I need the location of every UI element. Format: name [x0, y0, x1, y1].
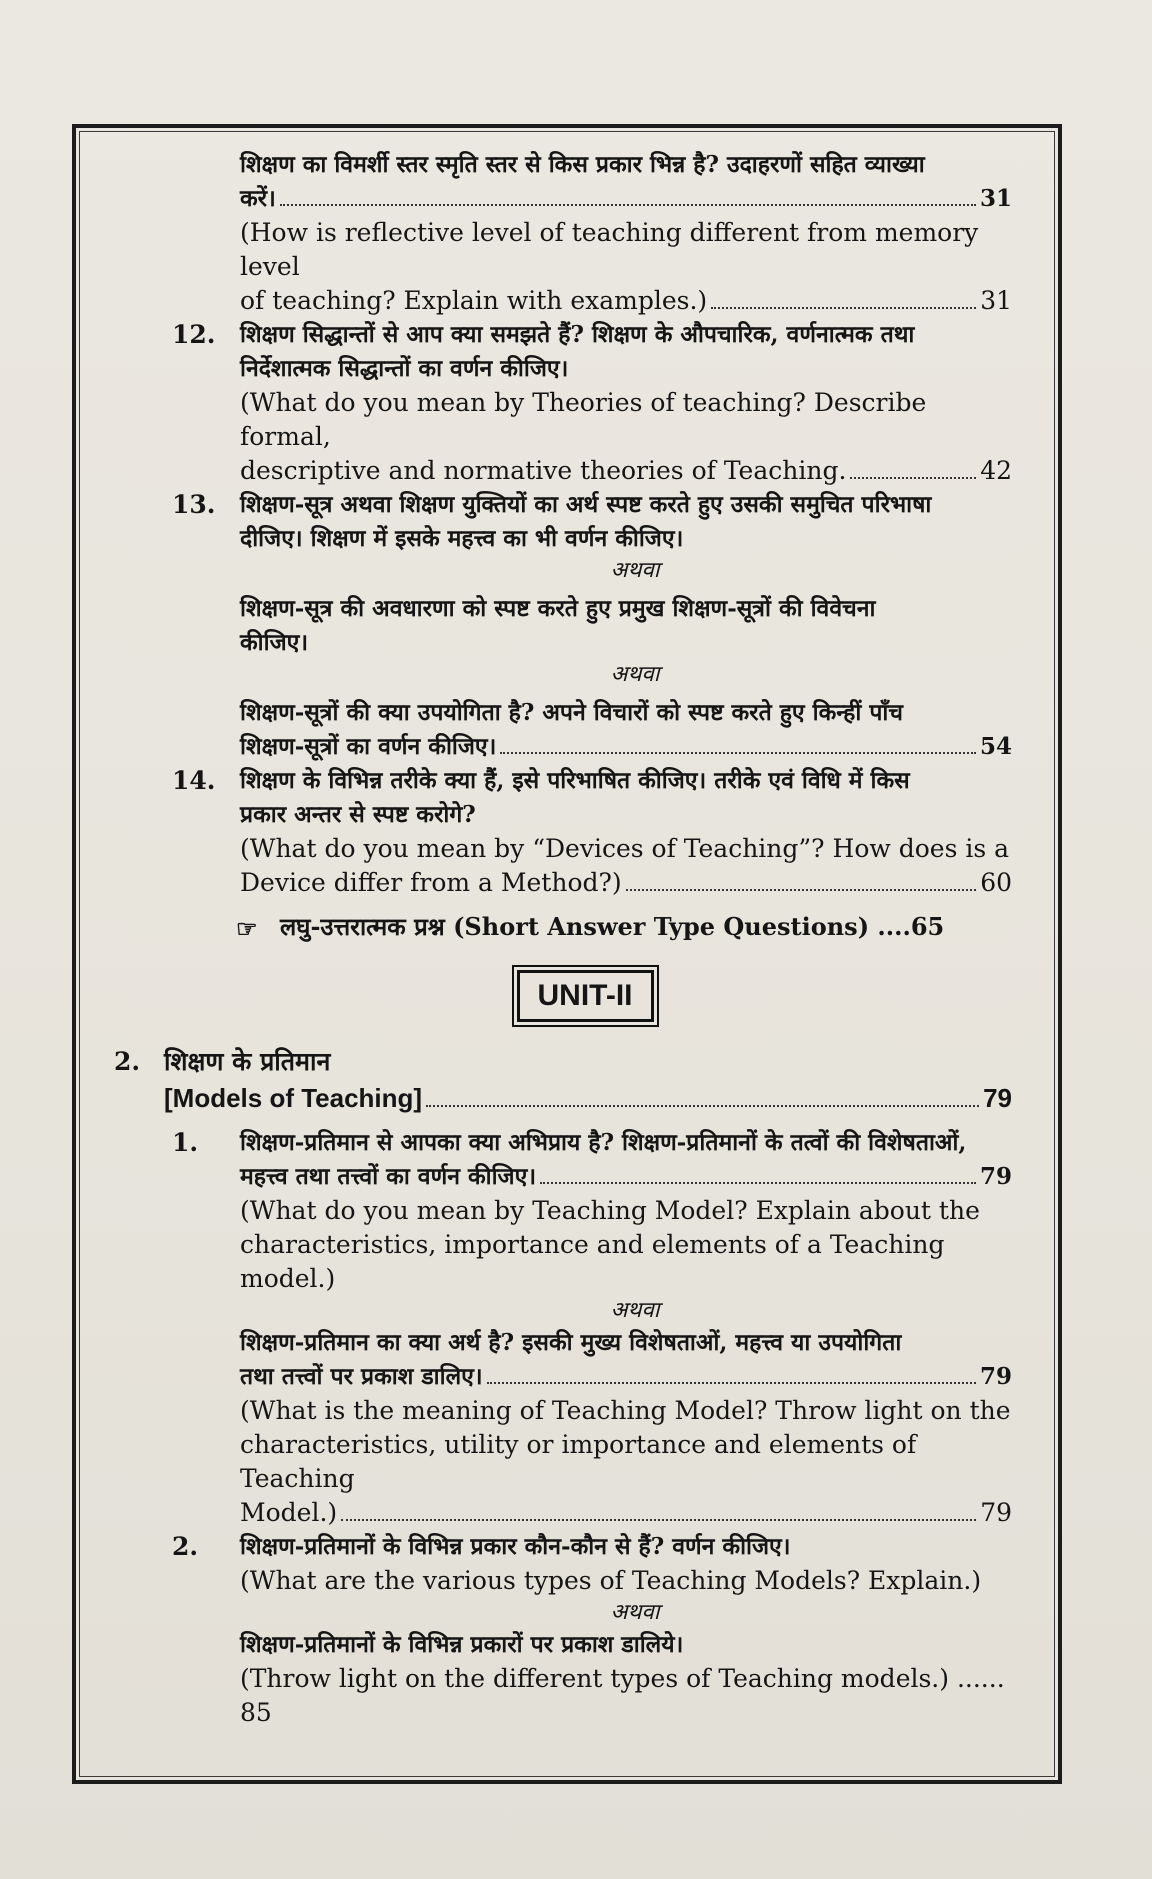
q14-hi-line2: प्रकार अन्तर से स्पष्ट करोगे?: [240, 801, 476, 828]
leader-dots: [500, 752, 976, 754]
short-answer-english: (Short Answer Type Questions): [453, 912, 870, 941]
q14-en-line2: Device differ from a Method?): [240, 868, 622, 897]
ch2-q2-english-b: [80, 1662, 1030, 1730]
leader-dots: [540, 1182, 976, 1184]
ch2-q1-hi-a1: शिक्षण-प्रतिमान से आपका क्या अभिप्राय है? शिक्षण-प्रतिमानों के तत्वों की विशेषताओं,: [240, 1129, 967, 1156]
chapter-heading: [80, 1044, 1030, 1116]
ch2-q1-en-b3: Model.): [240, 1498, 338, 1527]
page-number: 65: [910, 912, 945, 941]
q14-en-line1: (What do you mean by “Devices of Teaching”? How does is a: [240, 834, 1010, 863]
q13-hindi-c: [80, 696, 1030, 764]
or-separator: अथवा: [610, 1600, 660, 1625]
page-number: 79: [979, 1163, 1012, 1190]
ch2-q1-hi-b2: तथा तत्त्वों पर प्रकाश डालिए।: [240, 1363, 483, 1390]
ch2-q2-hindi-a: [80, 1530, 1030, 1564]
question-number: 14.: [172, 766, 216, 795]
q11-hi-line1: शिक्षण का विमर्शी स्तर स्मृति स्तर से किस प्रकार भिन्न है? उदाहरणों सहित व्याख्या: [240, 151, 925, 178]
leader-dots: [280, 204, 976, 206]
page-number: 85: [240, 1698, 272, 1727]
question-number: 13.: [172, 490, 216, 519]
ch2-q1-english-b: [80, 1394, 1030, 1530]
page-number: 42: [980, 456, 1012, 485]
ch2-q1-hi-a2: महत्त्व तथा तत्त्वों का वर्णन कीजिए।: [240, 1163, 537, 1190]
q14-english: [80, 832, 1030, 900]
ch2-q2-hindi-b: [80, 1628, 1030, 1662]
q13-hi-a1: शिक्षण-सूत्र अथवा शिक्षण युक्तियों का अर्थ स्पष्ट करते हुए उसकी समुचित परिभाषा: [240, 491, 932, 518]
ch2-q2-english-a: [80, 1564, 1030, 1598]
ch2-q1-en-b2: characteristics, utility or importance and elements of Teaching: [240, 1430, 917, 1493]
chapter-title-english: [Models of Teaching]: [164, 1083, 423, 1113]
page-number: 60: [980, 868, 1012, 897]
q13-hindi-a: [80, 488, 1030, 556]
page-number: 54: [979, 733, 1012, 760]
ch2-q2-en-a1: (What are the various types of Teaching Models? Explain.): [240, 1566, 982, 1595]
page-number: 31: [979, 185, 1012, 212]
page-number: 31: [980, 286, 1012, 315]
leader-dots: [850, 477, 976, 479]
q13-hi-b2: कीजिए।: [240, 629, 309, 656]
leader-dots: [487, 1382, 976, 1384]
question-number: 1.: [172, 1128, 199, 1157]
page-number: 79: [979, 1363, 1012, 1390]
or-separator: अथवा: [610, 662, 660, 687]
pointing-hand-icon: ☞: [236, 914, 258, 943]
short-answer-hindi: लघु-उत्तरात्मक प्रश्न: [280, 912, 445, 941]
q13-hi-a2: दीजिए। शिक्षण में इसके महत्त्व का भी वर्णन कीजिए।: [240, 525, 684, 552]
leader-dots: [626, 889, 977, 891]
ch2-q1-hindi-b: [80, 1326, 1030, 1394]
ch2-q1-en-a1: (What do you mean by Teaching Model? Explain about the: [240, 1196, 980, 1225]
ch2-q2-hi-b1: शिक्षण-प्रतिमानों के विभिन्न प्रकारों पर प्रकाश डालिये।: [240, 1631, 684, 1658]
ch2-q1-en-b1: (What is the meaning of Teaching Model? Throw light on the: [240, 1396, 1011, 1425]
q11-en-line2: of teaching? Explain with examples.): [240, 286, 708, 315]
q13-hindi-b: [80, 592, 1030, 660]
q11-hindi: [80, 148, 1030, 216]
ch2-q1-hi-b1: शिक्षण-प्रतिमान का क्या अर्थ है? इसकी मुख्य विशेषताओं, महत्त्व या उपयोगिता: [240, 1329, 902, 1356]
q12-hi-line2: निर्देशात्मक सिद्धान्तों का वर्णन कीजिए।: [240, 355, 569, 382]
ch2-q1-en-a2: characteristics, importance and elements of a Teaching model.): [240, 1230, 945, 1293]
q11-hi-line2: करें।: [240, 185, 276, 212]
q11-en-line1: (How is reflective level of teaching different from memory level: [240, 218, 979, 281]
chapter-number: 2.: [114, 1047, 141, 1076]
q13-hi-b1: शिक्षण-सूत्र की अवधारणा को स्पष्ट करते हुए प्रमुख शिक्षण-सूत्रों की विवेचना: [240, 595, 876, 622]
q12-hi-line1: शिक्षण सिद्धान्तों से आप क्या समझते हैं? शिक्षण के औपचारिक, वर्णनात्मक तथा: [240, 321, 915, 348]
q12-en-line2: descriptive and normative theories of Teaching.: [240, 456, 847, 485]
unit-heading: UNIT-II: [517, 970, 654, 1022]
q14-hi-line1: शिक्षण के विभिन्न तरीके क्या हैं, इसे परिभाषित कीजिए। तरीके एवं विधि में किस: [240, 767, 910, 794]
page-number: 79: [980, 1498, 1012, 1527]
ch2-q1-english-a: [80, 1194, 1030, 1296]
q11-english: [80, 216, 1030, 318]
q13-hi-c1: शिक्षण-सूत्रों की क्या उपयोगिता है? अपने विचारों को स्पष्ट करते हुए किन्हीं पाँच: [240, 699, 903, 726]
or-separator: अथवा: [610, 1298, 660, 1323]
ch2-q1-hindi-a: [80, 1126, 1030, 1194]
q13-hi-c2: शिक्षण-सूत्रों का वर्णन कीजिए।: [240, 733, 497, 760]
leader-dots: ....: [877, 912, 911, 941]
q14-hindi: [80, 764, 1030, 832]
leader-dots: [711, 307, 976, 309]
leader-dots: [341, 1519, 976, 1521]
contents-list: [80, 148, 1030, 1730]
ch2-q2-en-b1: (Throw light on the different types of Teaching models.): [240, 1664, 950, 1693]
question-number: 2.: [172, 1532, 199, 1561]
chapter-title-hindi: शिक्षण के प्रतिमान: [164, 1047, 331, 1076]
question-number: 12.: [172, 320, 216, 349]
q12-en-line1: (What do you mean by Theories of teaching? Describe formal,: [240, 388, 927, 451]
ch2-q2-hi-a1: शिक्षण-प्रतिमानों के विभिन्न प्रकार कौन-कौन से हैं? वर्णन कीजिए।: [240, 1533, 791, 1560]
q12-hindi: [80, 318, 1030, 386]
short-answer-entry: [80, 910, 1030, 944]
q12-english: [80, 386, 1030, 488]
leader-dots: ......: [956, 1664, 1005, 1693]
page-number: 79: [983, 1083, 1012, 1113]
leader-dots: [426, 1105, 979, 1107]
or-separator: अथवा: [610, 558, 660, 583]
